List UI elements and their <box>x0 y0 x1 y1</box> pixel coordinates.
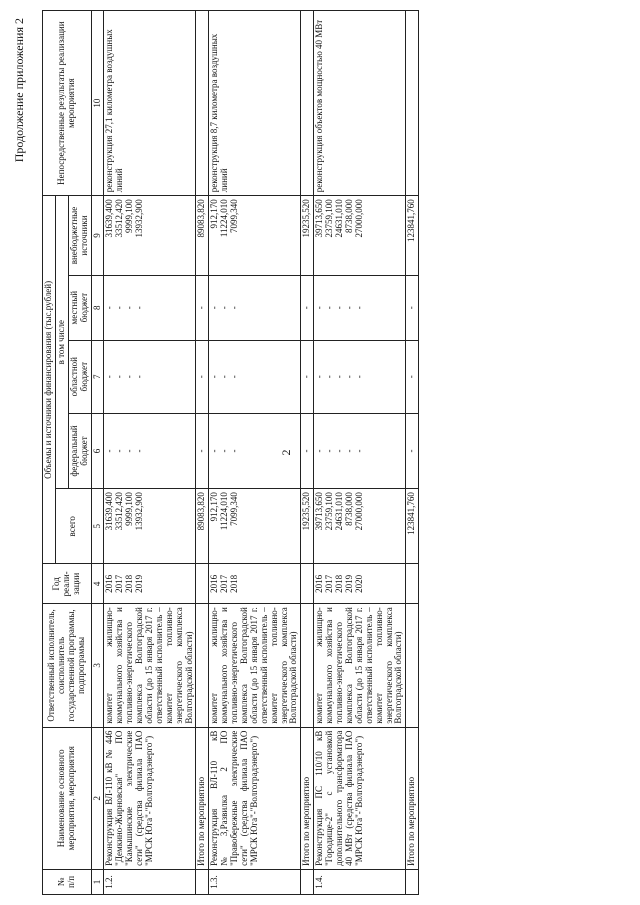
responsible-executor: комитет жилищно-коммунального хозяйства и топливно-энергетического комплекса Волгоградской области (до 15 января 2017 г. ответственный исполнитель – комитет топливно-энергетического комплекса Волгоградской области) <box>314 604 406 727</box>
local-cell <box>314 275 406 340</box>
regional-cell <box>314 340 406 413</box>
column-numbers-row <box>91 11 104 895</box>
subtotal-extrabudget: 123841,760 <box>406 196 419 276</box>
subtotal-extrabudget: 89083,820 <box>196 196 209 276</box>
extrabudget-value: 31639,400 <box>104 199 115 238</box>
colnum: 2 <box>91 727 104 869</box>
extrabudget-value: 9999,100 <box>124 199 135 233</box>
colnum: 1 <box>91 869 104 894</box>
header-local: местный бюджет <box>68 275 91 340</box>
federal-cell <box>209 413 301 488</box>
local-value: - <box>324 306 335 310</box>
subtotal-federal: - <box>301 413 314 488</box>
federal-cell <box>314 413 406 488</box>
row-number: 1.2. <box>104 869 196 894</box>
total-value: 8738,000 <box>343 492 354 526</box>
colnum: 10 <box>91 11 104 196</box>
measure-name: Реконструкция ВЛ-110 кВ № 446 "Демкино-Жирновская" ПО "Камышинские электрические сети" (средства филиала ПАО "МРСК Юга"-"Волгоградэнерго") <box>104 727 196 869</box>
local-cell <box>209 275 301 340</box>
regional-value: - <box>343 375 354 379</box>
years-cell <box>314 564 406 604</box>
header-regional: областной бюджет <box>68 340 91 413</box>
colnum: 7 <box>91 340 104 413</box>
subtotal-extrabudget: 19235,520 <box>301 196 314 276</box>
years-cell <box>209 564 301 604</box>
local-value: - <box>134 306 145 310</box>
extrabudget-value: 24631,010 <box>334 199 345 238</box>
result-cell: реконструкция 8,7 километра воздушных линий <box>209 11 301 196</box>
measure-name: Реконструкция ПС 110/10 кВ "Городище-2" с установкой дополнительного трансформатора 40 МВт (средства филиала ПАО "МРСК Юга"-"Волгоградэнерго") <box>314 727 406 869</box>
regional-cell <box>209 340 301 413</box>
measure-name: Реконструкция ВЛ-110 кВ №3,Развилка 2 ПО "Правобережные электрические сети" (средства филиала ПАО "МРСК Юга"-"Волгоградэнерго") <box>209 727 301 869</box>
page-number: 2 <box>279 449 293 456</box>
federal-value: - <box>104 449 115 453</box>
header-result: Непосредственные результаты реализации мероприятия <box>43 11 92 196</box>
extrabudget-cell <box>209 196 301 276</box>
total-value: 33512,420 <box>114 492 125 531</box>
colnum: 5 <box>91 489 104 564</box>
local-value: - <box>229 306 240 310</box>
subtotal-label: Итого по мероприятию <box>406 727 419 869</box>
local-value: - <box>353 306 364 310</box>
regional-value: - <box>209 375 220 379</box>
extrabudget-value: 8738,000 <box>343 199 354 233</box>
subtotal-total: 123841,760 <box>406 489 419 564</box>
subtotal-label: Итого по мероприятию <box>196 727 209 869</box>
regional-cell <box>104 340 196 413</box>
extrabudget-value: 23759,100 <box>324 199 335 238</box>
total-value: 27000,000 <box>353 492 364 531</box>
subtotal-regional: - <box>301 340 314 413</box>
regional-value: - <box>229 375 240 379</box>
local-cell <box>104 275 196 340</box>
subtotal-row <box>196 11 209 895</box>
federal-value: - <box>209 449 220 453</box>
subtotal-regional: - <box>196 340 209 413</box>
row-number: 1.3. <box>209 869 301 894</box>
local-value: - <box>114 306 125 310</box>
federal-value: - <box>219 449 230 453</box>
federal-value: - <box>343 449 354 453</box>
regional-value: - <box>134 375 145 379</box>
year-value: 2017 <box>324 574 335 593</box>
year-value: 2018 <box>124 574 135 593</box>
year-value: 2019 <box>343 574 354 593</box>
row-number: 1.4. <box>314 869 406 894</box>
year-value: 2018 <box>229 574 240 593</box>
extrabudget-value: 912,170 <box>209 199 220 229</box>
header-year: Год реали-зации <box>43 564 92 604</box>
federal-value: - <box>229 449 240 453</box>
local-value: - <box>209 306 220 310</box>
federal-value: - <box>124 449 135 453</box>
subtotal-label: Итого по мероприятию <box>301 727 314 869</box>
header-incl: в том числе <box>55 196 68 489</box>
subtotal-local: - <box>406 275 419 340</box>
federal-value: - <box>134 449 145 453</box>
colnum: 9 <box>91 196 104 276</box>
colnum: 8 <box>91 275 104 340</box>
total-cell <box>104 489 196 564</box>
subtotal-federal: - <box>196 413 209 488</box>
total-cell <box>314 489 406 564</box>
local-value: - <box>334 306 345 310</box>
table-row <box>314 11 406 895</box>
header-extrabudget: внебюджетные источники <box>68 196 91 276</box>
colnum: 4 <box>91 564 104 604</box>
extrabudget-value: 13932,900 <box>134 199 145 238</box>
subtotal-row <box>406 11 419 895</box>
regional-value: - <box>314 375 325 379</box>
appendix-title: Продолжение приложения 2 <box>12 18 26 163</box>
header-responsible: Ответственный исполнитель, соисполнитель государственной программы, подпрограммы <box>43 604 92 727</box>
year-value: 2019 <box>134 574 145 593</box>
extrabudget-cell <box>314 196 406 276</box>
extrabudget-value: 33512,420 <box>114 199 125 238</box>
federal-value: - <box>314 449 325 453</box>
federal-value: - <box>114 449 125 453</box>
regional-value: - <box>334 375 345 379</box>
subtotal-total: 89083,820 <box>196 489 209 564</box>
extrabudget-value: 27000,000 <box>353 199 364 238</box>
regional-value: - <box>219 375 230 379</box>
regional-value: - <box>104 375 115 379</box>
year-value: 2017 <box>219 574 230 593</box>
federal-value: - <box>324 449 335 453</box>
header-funding: Объемы и источники финансирования (тыс.рублей) <box>43 196 56 564</box>
total-value: 31639,400 <box>104 492 115 531</box>
local-value: - <box>124 306 135 310</box>
total-value: 39713,650 <box>314 492 325 531</box>
colnum: 6 <box>91 413 104 488</box>
local-value: - <box>104 306 115 310</box>
subtotal-local: - <box>196 275 209 340</box>
regional-value: - <box>124 375 135 379</box>
responsible-executor: комитет жилищно-коммунального хозяйства и топливно-энергетического комплекса Волгоградской области (до 15 января 2017 г. ответственный исполнитель – комитет топливно-энергетического комплекса Волгоградской области) <box>209 604 301 727</box>
years-cell <box>104 564 196 604</box>
year-value: 2017 <box>114 574 125 593</box>
header-num: № п/п <box>43 869 92 894</box>
federal-value: - <box>334 449 345 453</box>
year-value: 2016 <box>209 574 220 593</box>
colnum: 3 <box>91 604 104 727</box>
header-name: Наименование основного мероприятия, мероприятия <box>43 727 92 869</box>
header-total: всего <box>55 489 91 564</box>
regional-value: - <box>114 375 125 379</box>
subtotal-row <box>301 11 314 895</box>
total-value: 912,170 <box>209 492 220 522</box>
funding-table <box>42 10 419 895</box>
year-value: 2016 <box>314 574 325 593</box>
total-value: 13932,900 <box>134 492 145 531</box>
responsible-executor: комитет жилищно-коммунального хозяйства и топливно-энергетического комплекса Волгоградской области (до 15 января 2017 г. ответственный исполнитель – комитет топливно-энергетического комплекса Волгоградской области) <box>104 604 196 727</box>
result-cell: реконструкция объектов мощностью 40 МВт <box>314 11 406 196</box>
local-value: - <box>343 306 354 310</box>
local-value: - <box>314 306 325 310</box>
result-cell: реконструкция 27,1 километра воздушных линий <box>104 11 196 196</box>
federal-value: - <box>353 449 364 453</box>
regional-value: - <box>353 375 364 379</box>
total-cell <box>209 489 301 564</box>
federal-cell <box>104 413 196 488</box>
subtotal-federal: - <box>406 413 419 488</box>
extrabudget-value: 7099,340 <box>229 199 240 233</box>
extrabudget-cell <box>104 196 196 276</box>
table-row <box>104 11 196 895</box>
regional-value: - <box>324 375 335 379</box>
year-value: 2016 <box>104 574 115 593</box>
local-value: - <box>219 306 230 310</box>
subtotal-regional: - <box>406 340 419 413</box>
total-value: 9999,100 <box>124 492 135 526</box>
total-value: 24631,010 <box>334 492 345 531</box>
extrabudget-value: 39713,650 <box>314 199 325 238</box>
total-value: 7099,340 <box>229 492 240 526</box>
extrabudget-value: 11224,010 <box>219 199 230 238</box>
year-value: 2020 <box>353 574 364 593</box>
subtotal-local: - <box>301 275 314 340</box>
subtotal-total: 19235,520 <box>301 489 314 564</box>
total-value: 11224,010 <box>219 492 230 531</box>
year-value: 2018 <box>334 574 345 593</box>
table-row <box>209 11 301 895</box>
header-federal: федеральный бюджет <box>68 413 91 488</box>
total-value: 23759,100 <box>324 492 335 531</box>
table-header <box>43 11 104 895</box>
